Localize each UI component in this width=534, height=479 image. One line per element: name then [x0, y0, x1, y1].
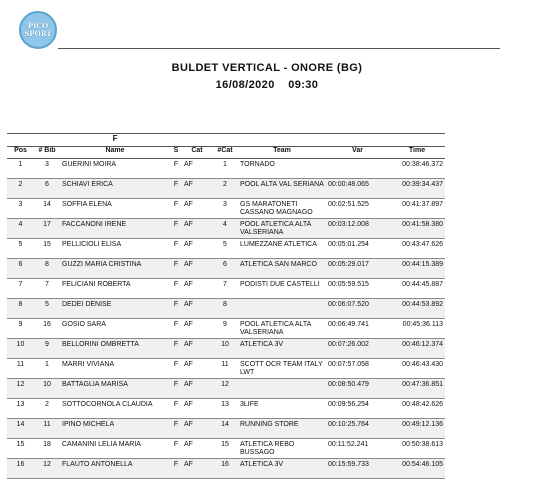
table-row — [7, 239, 445, 259]
team-cell: ATLETICA REBO BUSSAGO — [238, 439, 326, 459]
col-header-var: Var — [326, 147, 389, 159]
cat-cell: AF — [182, 179, 212, 199]
name-cell: GUZZI MARIA CRISTINA — [60, 259, 170, 279]
team-cell: TORNADO — [238, 159, 326, 179]
table-row — [7, 179, 445, 199]
bib-cell: 2 — [34, 399, 60, 419]
cat-cell: AF — [182, 299, 212, 319]
bib-cell: 7 — [34, 279, 60, 299]
name-cell: FACCANONI IRENE — [60, 219, 170, 239]
cat-cell: AF — [182, 439, 212, 459]
name-cell: FELICIANI ROBERTA — [60, 279, 170, 299]
catpos-cell: 6 — [212, 259, 238, 279]
race-datetime — [0, 79, 534, 91]
table-row — [7, 159, 445, 179]
var-cell: 00:07:26.002 — [326, 339, 389, 359]
sex-cell: F — [170, 239, 182, 259]
time-cell: 00:50:38.613 — [389, 439, 445, 459]
bib-cell: 1 — [34, 359, 60, 379]
catpos-cell: 3 — [212, 199, 238, 219]
name-cell: SCHIAVI ERICA — [60, 179, 170, 199]
name-cell: GUERINI MOIRA — [60, 159, 170, 179]
time-cell: 00:46:12.374 — [389, 339, 445, 359]
table-row — [7, 339, 445, 359]
time-cell: 00:47:36.851 — [389, 379, 445, 399]
catpos-cell: 12 — [212, 379, 238, 399]
catpos-cell: 13 — [212, 399, 238, 419]
sex-cell: F — [170, 319, 182, 339]
name-cell: BATTAGLIA MARISA — [60, 379, 170, 399]
var-cell: 00:06:07.520 — [326, 299, 389, 319]
cat-cell: AF — [182, 399, 212, 419]
cat-cell: AF — [182, 359, 212, 379]
race-date: 16/08/2020 — [215, 79, 275, 91]
name-cell: PELLICIOLI ELISA — [60, 239, 170, 259]
team-cell: GS MARATONETI CASSANO MAGNAGO — [238, 199, 326, 219]
var-cell: 00:09:56.254 — [326, 399, 389, 419]
table-row — [7, 219, 445, 239]
catpos-cell: 11 — [212, 359, 238, 379]
table-row — [7, 199, 445, 219]
bib-cell: 12 — [34, 459, 60, 479]
cat-cell: AF — [182, 239, 212, 259]
cat-cell: AF — [182, 379, 212, 399]
cat-cell: AF — [182, 419, 212, 439]
name-cell: SOFFIA ELENA — [60, 199, 170, 219]
cat-cell: AF — [182, 259, 212, 279]
name-cell: GOSIO SARA — [60, 319, 170, 339]
sex-cell: F — [170, 399, 182, 419]
time-cell: 00:41:58.380 — [389, 219, 445, 239]
category-row — [7, 134, 445, 147]
logo-text-line1: PICO — [27, 21, 49, 30]
pos-cell: 6 — [7, 259, 34, 279]
time-cell: 00:43:47.626 — [389, 239, 445, 259]
header-divider — [58, 48, 500, 49]
col-header-bib: # Bib — [34, 147, 60, 159]
pos-cell: 2 — [7, 179, 34, 199]
time-cell: 00:44:45.887 — [389, 279, 445, 299]
pos-cell: 16 — [7, 459, 34, 479]
catpos-cell: 2 — [212, 179, 238, 199]
pos-cell: 9 — [7, 319, 34, 339]
time-cell: 00:41:37.897 — [389, 199, 445, 219]
col-header-pos: Pos — [7, 147, 34, 159]
col-header-cat: Cat — [182, 147, 212, 159]
var-cell: 00:08:50.479 — [326, 379, 389, 399]
catpos-cell: 14 — [212, 419, 238, 439]
bib-cell: 17 — [34, 219, 60, 239]
table-row — [7, 279, 445, 299]
sex-cell: F — [170, 199, 182, 219]
pos-cell: 14 — [7, 419, 34, 439]
bib-cell: 16 — [34, 319, 60, 339]
name-cell: SOTTOCORNOLA CLAUDIA — [60, 399, 170, 419]
name-cell: DEDEI DENISE — [60, 299, 170, 319]
time-cell: 00:46:43.430 — [389, 359, 445, 379]
logo-text-line2: SPORT — [24, 29, 52, 38]
time-cell: 00:39:34.437 — [389, 179, 445, 199]
time-cell: 00:49:12.136 — [389, 419, 445, 439]
table-row — [7, 319, 445, 339]
sex-cell: F — [170, 439, 182, 459]
var-cell: 00:06:49.741 — [326, 319, 389, 339]
catpos-cell: 5 — [212, 239, 238, 259]
time-cell: 00:44:15.389 — [389, 259, 445, 279]
sex-cell: F — [170, 279, 182, 299]
cat-cell: AF — [182, 219, 212, 239]
pos-cell: 7 — [7, 279, 34, 299]
bib-cell: 15 — [34, 239, 60, 259]
sex-cell: F — [170, 419, 182, 439]
cat-cell: AF — [182, 279, 212, 299]
var-cell: 00:02:51.525 — [326, 199, 389, 219]
cat-cell: AF — [182, 199, 212, 219]
results-body — [7, 159, 445, 479]
bib-cell: 18 — [34, 439, 60, 459]
name-cell: CAMANINI LELIA MARIA — [60, 439, 170, 459]
col-header-sex: S — [170, 147, 182, 159]
pos-cell: 5 — [7, 239, 34, 259]
catpos-cell: 10 — [212, 339, 238, 359]
bib-cell: 9 — [34, 339, 60, 359]
sex-cell: F — [170, 159, 182, 179]
team-cell: ATLETICA SAN MARCO — [238, 259, 326, 279]
var-cell — [326, 159, 389, 179]
team-cell — [238, 379, 326, 399]
team-cell: POOL ATLETICA ALTA VALSERIANA — [238, 319, 326, 339]
results-table — [7, 133, 445, 479]
bib-cell: 5 — [34, 299, 60, 319]
name-cell: IPINO MICHELA — [60, 419, 170, 439]
team-cell: ATLETICA 3V — [238, 339, 326, 359]
cat-cell: AF — [182, 339, 212, 359]
cat-cell: AF — [182, 159, 212, 179]
pos-cell: 15 — [7, 439, 34, 459]
catpos-cell: 7 — [212, 279, 238, 299]
var-cell: 00:03:12.008 — [326, 219, 389, 239]
time-cell: 00:54:46.105 — [389, 459, 445, 479]
team-cell: RUNNING STORE — [238, 419, 326, 439]
table-row — [7, 259, 445, 279]
bib-cell: 3 — [34, 159, 60, 179]
team-cell: POOL ALTA VAL SERIANA — [238, 179, 326, 199]
catpos-cell: 8 — [212, 299, 238, 319]
sex-cell: F — [170, 339, 182, 359]
time-cell: 00:45:36.113 — [389, 319, 445, 339]
team-cell: PODISTI DUE CASTELLI — [238, 279, 326, 299]
pos-cell: 8 — [7, 299, 34, 319]
var-cell: 00:05:59.515 — [326, 279, 389, 299]
table-header-row — [7, 147, 445, 159]
pos-cell: 3 — [7, 199, 34, 219]
team-cell — [238, 299, 326, 319]
table-row — [7, 359, 445, 379]
catpos-cell: 16 — [212, 459, 238, 479]
col-header-catpos: #Cat — [212, 147, 238, 159]
team-cell: SCOTT OCR TEAM ITALY LWT — [238, 359, 326, 379]
team-cell: 3LIFE — [238, 399, 326, 419]
pos-cell: 11 — [7, 359, 34, 379]
var-cell: 00:15:59.733 — [326, 459, 389, 479]
time-cell: 00:38:46.372 — [389, 159, 445, 179]
table-row — [7, 419, 445, 439]
var-cell: 00:07:57.058 — [326, 359, 389, 379]
team-cell: LUMEZZANE ATLETICA — [238, 239, 326, 259]
bib-cell: 10 — [34, 379, 60, 399]
table-row — [7, 439, 445, 459]
var-cell: 00:10:25.764 — [326, 419, 389, 439]
table-row — [7, 299, 445, 319]
team-cell: POOL ATLETICA ALTA VALSERIANA — [238, 219, 326, 239]
name-cell: BELLORINI OMBRETTA — [60, 339, 170, 359]
col-header-time: Time — [389, 147, 445, 159]
var-cell: 00:05:01.254 — [326, 239, 389, 259]
pos-cell: 10 — [7, 339, 34, 359]
pos-cell: 4 — [7, 219, 34, 239]
pico-sport-logo — [19, 11, 57, 49]
team-cell: ATLETICA 3V — [238, 459, 326, 479]
col-header-team: Team — [238, 147, 326, 159]
sex-cell: F — [170, 179, 182, 199]
sex-cell: F — [170, 299, 182, 319]
bib-cell: 11 — [34, 419, 60, 439]
name-cell: FLAUTO ANTONELLA — [60, 459, 170, 479]
pos-cell: 13 — [7, 399, 34, 419]
sex-cell: F — [170, 359, 182, 379]
var-cell: 00:00:48.065 — [326, 179, 389, 199]
sex-cell: F — [170, 219, 182, 239]
category-label: F — [7, 134, 445, 147]
sex-cell: F — [170, 379, 182, 399]
var-cell: 00:11:52.241 — [326, 439, 389, 459]
race-time: 09:30 — [288, 79, 319, 91]
sex-cell: F — [170, 259, 182, 279]
time-cell: 00:48:42.626 — [389, 399, 445, 419]
bib-cell: 6 — [34, 179, 60, 199]
time-cell: 00:44:53.892 — [389, 299, 445, 319]
catpos-cell: 4 — [212, 219, 238, 239]
name-cell: MARRI VIVIANA — [60, 359, 170, 379]
sex-cell: F — [170, 459, 182, 479]
cat-cell: AF — [182, 459, 212, 479]
bib-cell: 8 — [34, 259, 60, 279]
col-header-name: Name — [60, 147, 170, 159]
var-cell: 00:05:29.017 — [326, 259, 389, 279]
cat-cell: AF — [182, 319, 212, 339]
pos-cell: 12 — [7, 379, 34, 399]
table-row — [7, 379, 445, 399]
pos-cell: 1 — [7, 159, 34, 179]
race-title: BULDET VERTICAL - ONORE (BG) — [171, 62, 363, 74]
catpos-cell: 1 — [212, 159, 238, 179]
table-row — [7, 399, 445, 419]
catpos-cell: 9 — [212, 319, 238, 339]
catpos-cell: 15 — [212, 439, 238, 459]
bib-cell: 14 — [34, 199, 60, 219]
